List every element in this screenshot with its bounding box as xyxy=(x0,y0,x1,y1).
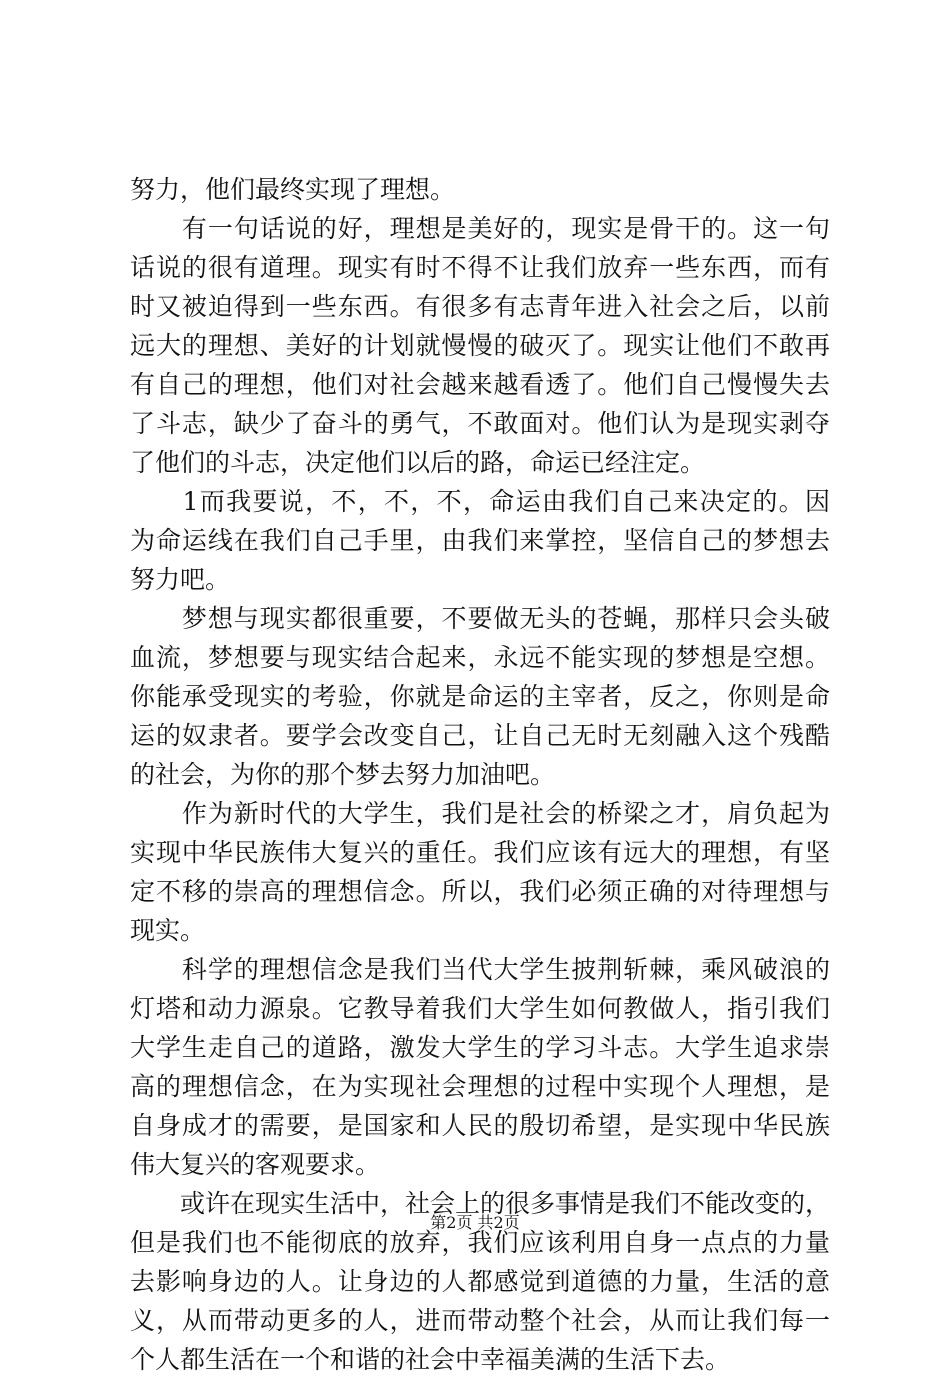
text-line: 或许在现实生活中，社会上的很多事情是我们不能改变的， xyxy=(130,1189,831,1218)
text-line: 大学生走自己的道路，激发大学生的学习斗志。大学生追求崇 xyxy=(130,1033,830,1062)
text-line: 伟大复兴的客观要求。 xyxy=(130,1150,381,1179)
text-line: 高的理想信念，在为实现社会理想的过程中实现个人理想，是 xyxy=(130,1072,830,1101)
text-line: 现实。 xyxy=(130,916,206,945)
text-line: 去影响身边的人。让身边的人都感觉到道德的力量，生活的意 xyxy=(130,1267,830,1296)
text-line: 努力，他们最终实现了理想。 xyxy=(130,175,456,204)
text-line: 灯塔和动力源泉。它教导着我们大学生如何教做人，指引我们 xyxy=(130,994,830,1023)
text-line: 血流，梦想要与现实结合起来，永远不能实现的梦想是空想。 xyxy=(130,643,830,672)
text-line: 你能承受现实的考验，你就是命运的主宰者，反之，你则是命 xyxy=(130,682,830,711)
text-line: 定不移的崇高的理想信念。所以，我们必须正确的对待理想与 xyxy=(130,877,830,906)
text-line: 义，从而带动更多的人，进而带动整个社会，从而让我们每一 xyxy=(130,1306,830,1335)
text-line: 1而我要说，不，不，不，命运由我们自己来决定的。因 xyxy=(130,487,830,516)
text-line: 有一句话说的好，理想是美好的，现实是骨干的。这一句 xyxy=(130,214,830,243)
text-line: 个人都生活在一个和谐的社会中幸福美满的生活下去。 xyxy=(130,1345,731,1374)
text-line: 了他们的斗志，决定他们以后的路，命运已经注定。 xyxy=(130,448,706,477)
text-line: 但是我们也不能彻底的放弃，我们应该利用自身一点点的力量 xyxy=(130,1228,830,1257)
text-line: 运的奴隶者。要学会改变自己，让自己无时无刻融入这个残酷 xyxy=(130,721,830,750)
text-line: 努力吧。 xyxy=(130,565,231,594)
text-line: 时又被迫得到一些东西。有很多有志青年进入社会之后，以前 xyxy=(130,292,830,321)
text-line: 话说的很有道理。现实有时不得不让我们放弃一些东西，而有 xyxy=(130,253,830,282)
text-line: 梦想与现实都很重要，不要做无头的苍蝇，那样只会头破 xyxy=(130,604,830,633)
body-text xyxy=(130,170,830,1379)
text-line: 了斗志，缺少了奋斗的勇气，不敢面对。他们认为是现实剥夺 xyxy=(130,409,830,438)
text-line: 作为新时代的大学生，我们是社会的桥梁之才，肩负起为 xyxy=(130,799,830,828)
page-footer: 第2页 共2页 xyxy=(430,1213,520,1232)
text-line: 为命运线在我们自己手里，由我们来掌控，坚信自己的梦想去 xyxy=(130,526,830,555)
text-line: 实现中华民族伟大复兴的重任。我们应该有远大的理想，有坚 xyxy=(130,838,830,867)
text-line: 有自己的理想，他们对社会越来越看透了。他们自己慢慢失去 xyxy=(130,370,830,399)
text-line: 的社会，为你的那个梦去努力加油吧。 xyxy=(130,760,556,789)
text-line: 远大的理想、美好的计划就慢慢的破灭了。现实让他们不敢再 xyxy=(130,331,830,360)
text-line: 自身成才的需要，是国家和人民的殷切希望，是实现中华民族 xyxy=(130,1111,830,1140)
text-line: 科学的理想信念是我们当代大学生披荆斩棘，乘风破浪的 xyxy=(130,955,830,984)
